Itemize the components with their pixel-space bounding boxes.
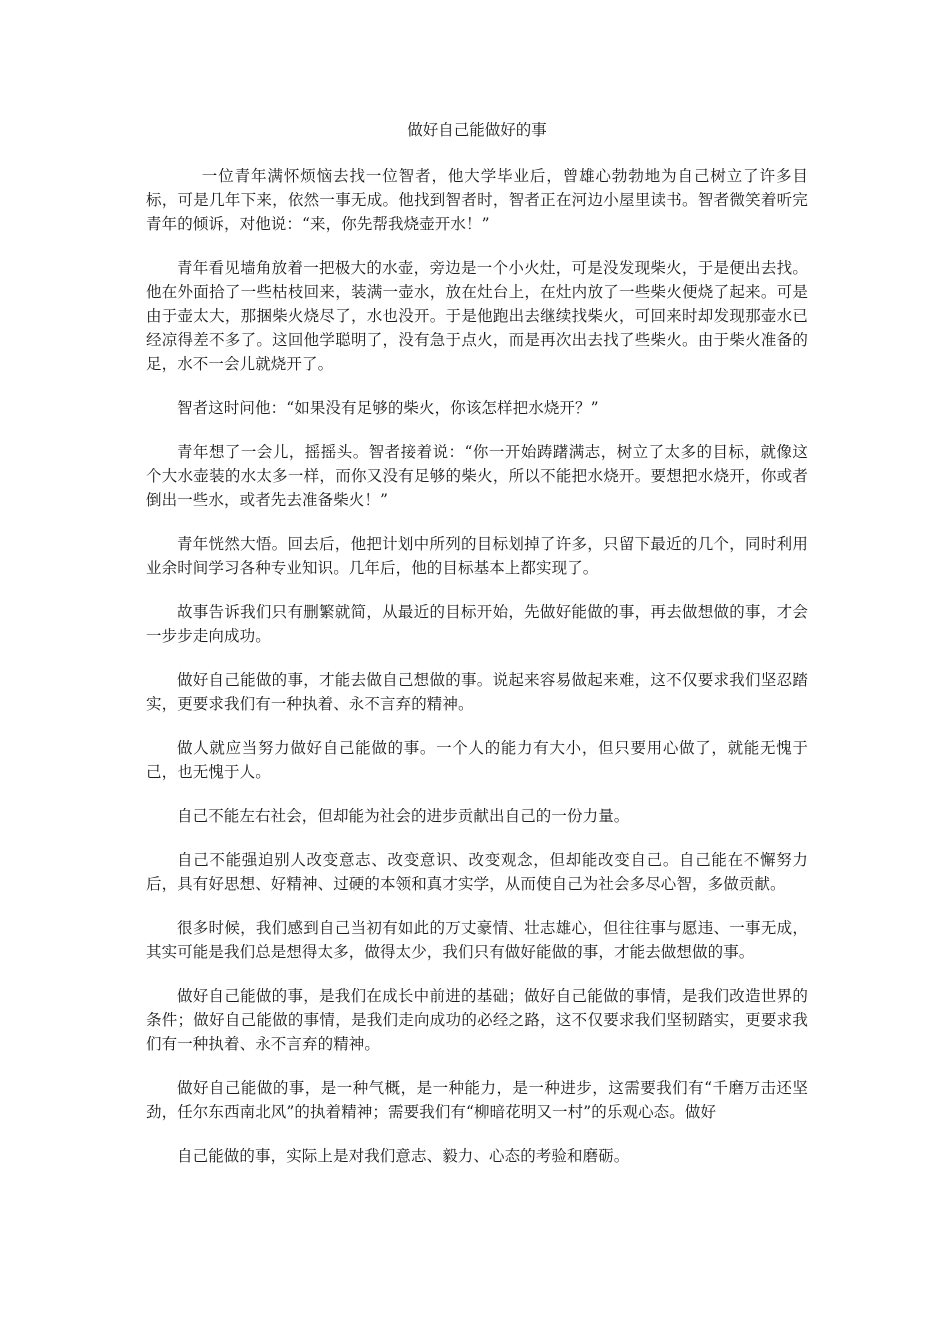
paragraph: 故事告诉我们只有删繁就简，从最近的目标开始，先做好能做的事，再去做想做的事，才会一步步走向成功。 (146, 603, 808, 645)
paragraph: 一位青年满怀烦恼去找一位智者，他大学毕业后，曾雄心勃勃地为自己树立了许多目标，可是几年下来，依然一事无成。他找到智者时，智者正在河边小屋里读书。智者微笑着听完青年的倾诉，对他说：“来，你先帮我烧壶开水！” (146, 167, 808, 233)
paragraph: 智者这时问他：“如果没有足够的柴火，你该怎样把水烧开？” (177, 399, 599, 417)
paragraph: 自己不能强迫别人改变意志、改变意识、改变观念，但却能改变自己。自己能在不懈努力后，具有好思想、好精神、过硬的本领和真才实学，从而使自己为社会多尽心智，多做贡献。 (146, 851, 808, 893)
paragraph: 青年看见墙角放着一把极大的水壶，旁边是一个小火灶，可是没发现柴火，于是便出去找。他在外面拾了一些枯枝回来，装满一壶水，放在灶台上，在灶内放了一些柴火便烧了起来。可是由于壶太大，那捆柴火烧尽了，水也没开。于是他跑出去继续找柴火，可回来时却发现那壶水已经凉得差不多了。这回他学聪明了，没有急于点火，而是再次出去找了些柴火。由于柴火准备的足，水不一会儿就烧开了。 (146, 259, 808, 373)
paragraph: 自己不能左右社会，但却能为社会的进步贡献出自己的一份力量。 (177, 807, 630, 825)
paragraph: 自己能做的事，实际上是对我们意志、毅力、心态的考验和磨砺。 (177, 1147, 630, 1165)
paragraph: 很多时候，我们感到自己当初有如此的万丈豪情、壮志雄心，但往往事与愿违、一事无成，其实可能是我们总是想得太多，做得太少，我们只有做好能做的事，才能去做想做的事。 (146, 919, 808, 961)
paragraph: 青年恍然大悟。回去后，他把计划中所列的目标划掉了许多，只留下最近的几个，同时利用业余时间学习各种专业知识。几年后，他的目标基本上都实现了。 (146, 535, 808, 577)
paragraph: 做人就应当努力做好自己能做的事。一个人的能力有大小，但只要用心做了，就能无愧于己，也无愧于人。 (146, 739, 808, 781)
paragraph: 做好自己能做的事，才能去做自己想做的事。说起来容易做起来难，这不仅要求我们坚忍踏实，更要求我们有一种执着、永不言弃的精神。 (146, 671, 808, 713)
document-page (146, 118, 808, 1188)
document-title: 做好自己能做好的事 (407, 121, 547, 139)
paragraph: 做好自己能做的事，是我们在成长中前进的基础；做好自己能做的事情，是我们改造世界的条件；做好自己能做的事情，是我们走向成功的必经之路，这不仅要求我们坚韧踏实，更要求我们有一种执着、永不言弃的精神。 (146, 987, 808, 1053)
paragraph: 做好自己能做的事，是一种气概，是一种能力，是一种进步，这需要我们有“千磨万击还坚劲，任尔东西南北风”的执着精神；需要我们有“柳暗花明又一村”的乐观心态。做好 (146, 1079, 808, 1121)
paragraph: 青年想了一会儿，摇摇头。智者接着说：“你一开始踌躇满志，树立了太多的目标，就像这个大水壶装的水太多一样，而你又没有足够的柴火，所以不能把水烧开。要想把水烧开，你或者倒出一些水，或者先去准备柴火！” (146, 443, 808, 509)
